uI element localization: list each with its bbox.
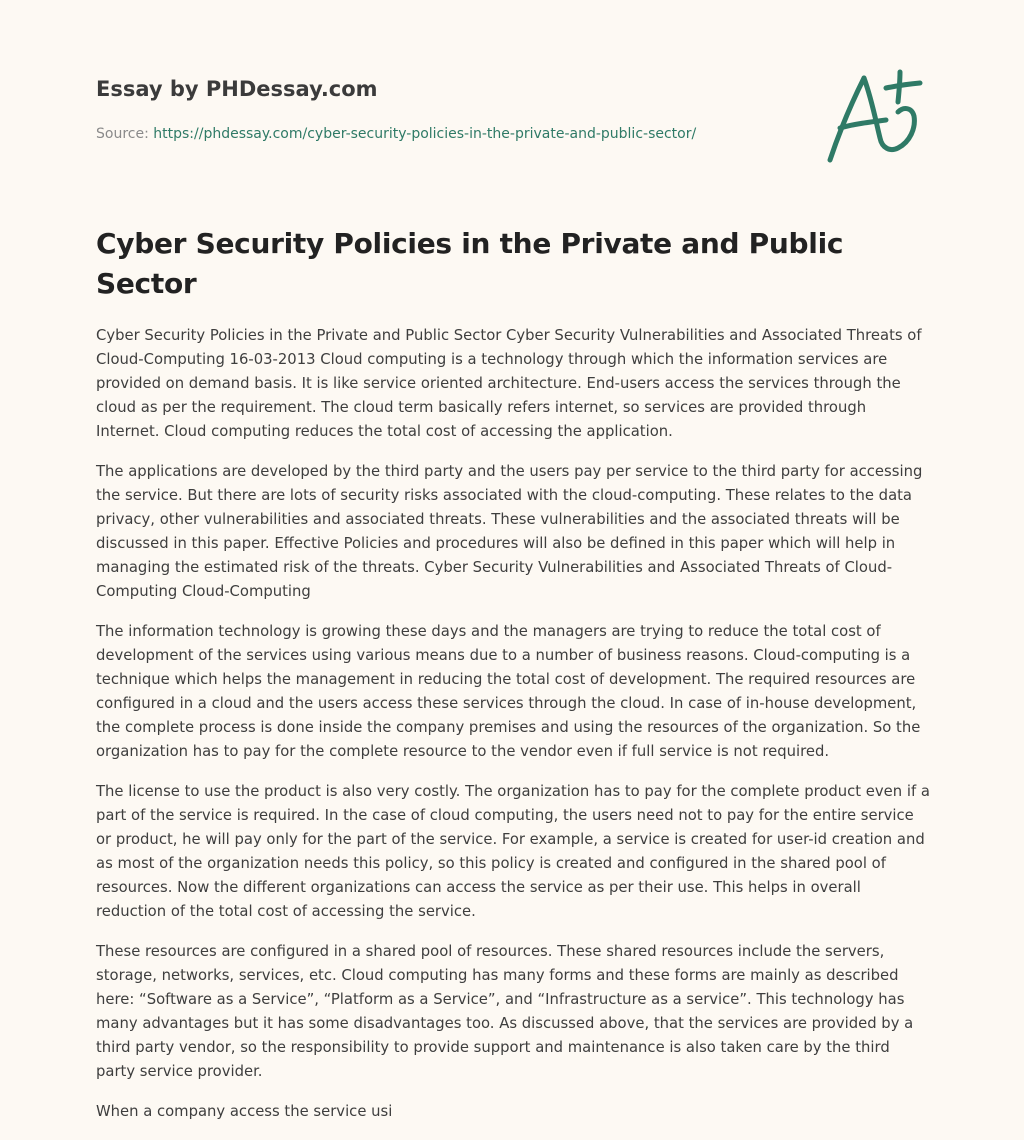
essay-content [96, 224, 932, 1140]
essay-paragraph: The applications are developed by the third party and the users pay per service to the third party for accessing the service. But there are lots of security risks associated with the cloud-computing. These relates to the data privacy, other vulnerabilities and associated threats. These vulnerabilities and the associated threats will be discussed in this paper. Effective Policies and procedures will also be defined in this paper which will help in managing the estimated risk of the threats. Cyber Security Vulnerabilities and Associated Threats of Cloud-Computing Cloud-Computing [96, 463, 923, 600]
site-brand: Essay by PHDessay.com [96, 77, 378, 101]
essay-paragraph: Cyber Security Policies in the Private and Public Sector Cyber Security Vulnerabilities and Associated Threats of Cloud-Computing 16-03-2013 Cloud computing is a technology through which the information services are provided on demand basis. It is like service oriented architecture. End-users access the services through the cloud as per the requirement. The cloud term basically refers internet, so services are provided through Internet. Cloud computing reduces the total cost of accessing the application. [96, 327, 922, 440]
essay-paragraph-truncated: When a company access the service usi [96, 1103, 393, 1120]
a-plus-grade-icon [820, 66, 932, 166]
essay-paragraph: The license to use the product is also very costly. The organization has to pay for the complete product even if a part of the service is required. In the case of cloud computing, the users need not to pay for the entire service or product, he will pay only for the part of the service. For example, a service is created for user-id creation and as most of the organization needs this policy, so this policy is created and configured in the shared pool of resources. Now the different organizations can access the service as per their use. This helps in overall reduction of the total cost of accessing the service. [96, 783, 930, 920]
essay-title: Cyber Security Policies in the Private and Public Sector [96, 227, 844, 300]
essay-header [96, 74, 796, 144]
essay-paragraph: The information technology is growing these days and the managers are trying to reduce the total cost of development of the services using various means due to a number of business reasons. Cloud-computing is a technique which helps the management in reducing the total cost of development. The required resources are configured in a cloud and the users access these services through the cloud. In case of in-house development, the complete process is done inside the company premises and using the resources of the organization. So the organization has to pay for the complete resource to the vendor even if full service is not required. [96, 623, 921, 760]
source-label: Source: [96, 126, 154, 142]
essay-paragraph: These resources are configured in a shared pool of resources. These shared resources include the servers, storage, networks, services, etc. Cloud computing has many forms and these forms are mainly as described here: “Software as a Service”, “Platform as a Service”, and “Infrastructure as a service”. This technology has many advantages but it has some disadvantages too. As discussed above, that the services are provided by a third party vendor, so the responsibility to provide support and maintenance is also taken care by the third party service provider. [96, 943, 914, 1080]
source-link[interactable]: https://phdessay.com/cyber-security-policies-in-the-private-and-public-sector/ [153, 126, 697, 142]
source-line [96, 124, 796, 144]
